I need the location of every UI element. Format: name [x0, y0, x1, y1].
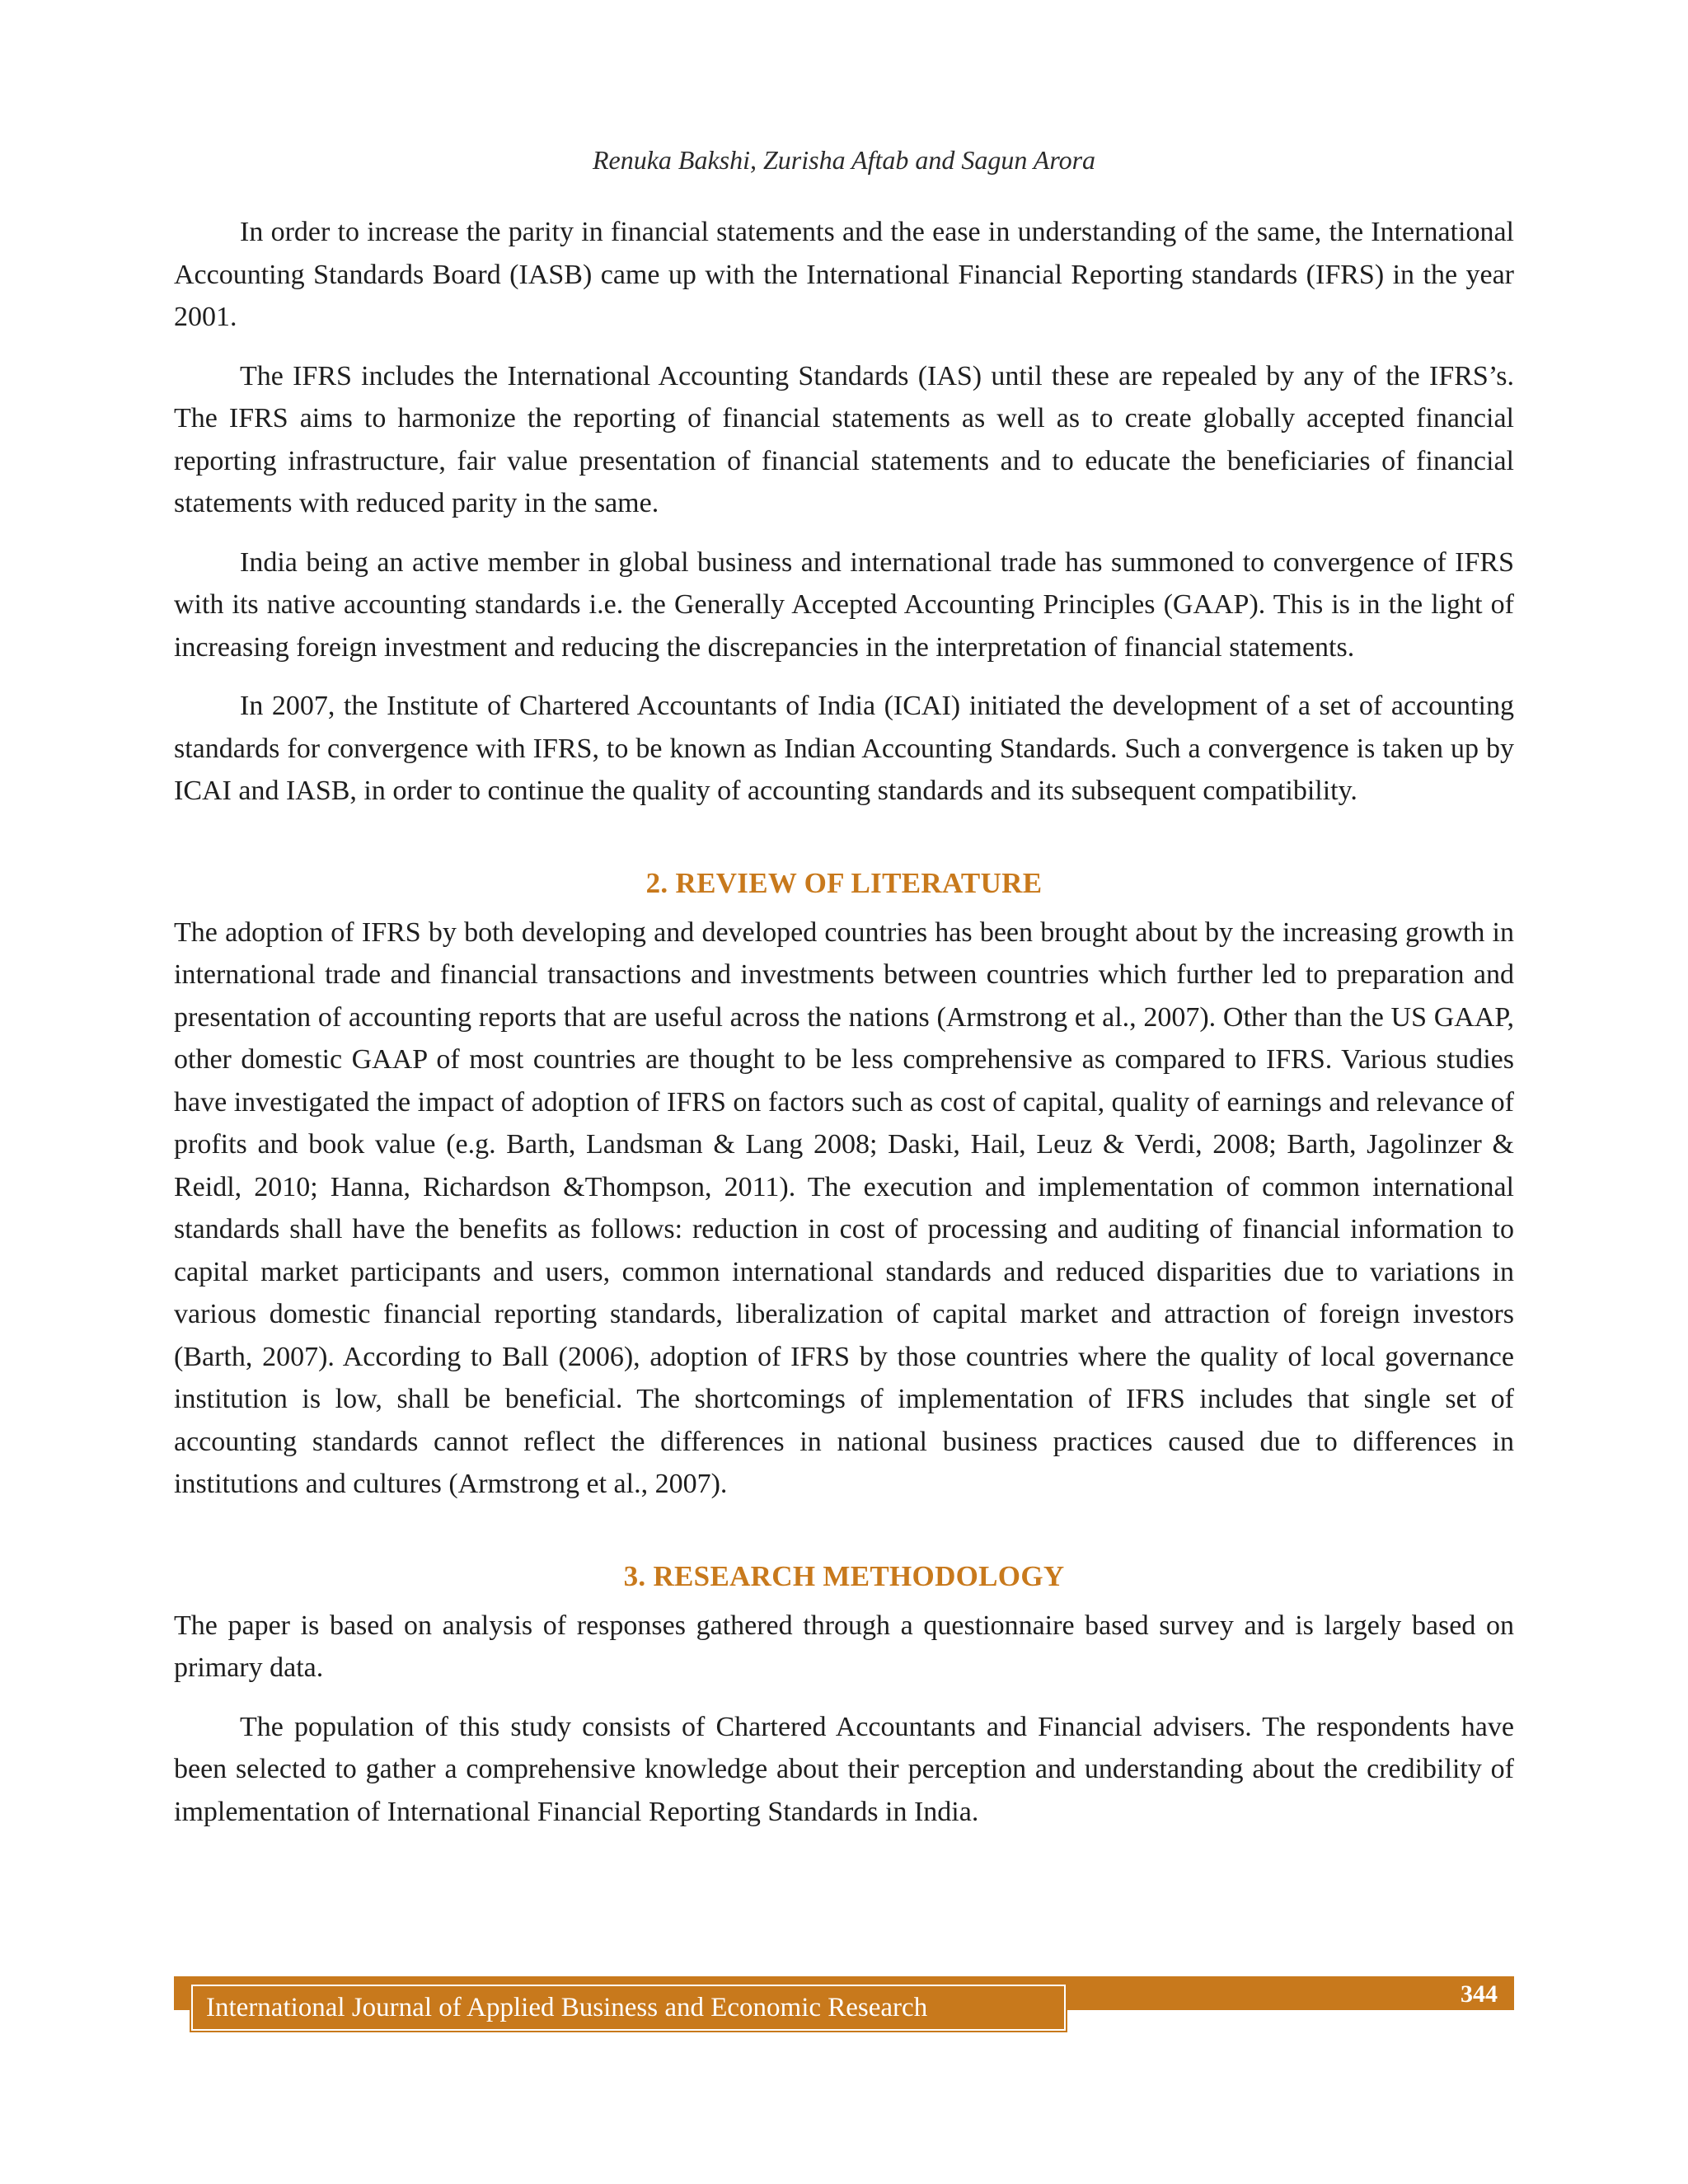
intro-paragraph-4: In 2007, the Institute of Chartered Accountants of India (ICAI) initiated the development of a set of accounting standards for convergence with IFRS, to be known as Indian Accounting Standards. Such a convergence is taken up by ICAI and IASB, in order to continue the quality of accounting standards and its subsequent compatibility. [174, 691, 1514, 806]
methodology-paragraph-2: The population of this study consists of Chartered Accountants and Financial advisers. The respondents have been selected to gather a comprehensive knowledge about their perception and understanding about the credibility of implementation of International Financial Reporting Standards in India. [174, 1711, 1514, 1827]
section-heading-review-of-literature: 2. REVIEW OF LITERATURE [645, 866, 1043, 899]
intro-paragraph-2: The IFRS includes the International Accounting Standards (IAS) until these are repealed by any of the IFRS’s. The IFRS aims to harmonize the reporting of financial statements as well as to create globally accepted financial reporting infrastructure, fair value presentation of financial statements and to educate the beneficiaries of financial statements with reduced parity in the same. [174, 360, 1514, 518]
running-header-authors: Renuka Bakshi, Zurisha Aftab and Sagun Arora [592, 145, 1096, 175]
review-paragraph-1: The adoption of IFRS by both developing and developed countries has been brought about by the increasing growth in international trade and financial transactions and investments between countries which further led to preparation and presentation of accounting reports that are useful across the nations (Armstrong et al., 2007). Other than the US GAAP, other domestic GAAP of most countries are thought to be less comprehensive as compared to IFRS. Various studies have investigated the impact of adoption of IFRS on factors such as cost of capital, quality of earnings and relevance of profits and book value (e.g. Barth, Landsman & Lang 2008; Daski, Hail, Leuz & Verdi, 2008; Barth, Jagolinzer & Reidl, 2010; Hanna, Richardson &Thompson, 2011). The execution and implementation of common international standards shall have the benefits as follows: reduction in cost of processing and auditing of financial information to capital market participants and users, common international standards and reduced disparities due to variations in various domestic financial reporting standards, liberalization of capital market and attraction of foreign investors (Barth, 2007). According to Ball (2006), adoption of IFRS by those countries where the quality of local governance institution is low, shall be beneficial. The shortcomings of implementation of IFRS includes that single set of accounting standards cannot reflect the differences in national business practices caused due to differences in institutions and cultures (Armstrong et al., 2007). [174, 916, 1514, 1499]
methodology-paragraph-1: The paper is based on analysis of responses gathered through a questionnaire based survey and is largely based on primary data. [174, 1610, 1514, 1683]
intro-paragraph-1: In order to increase the parity in financial statements and the ease in understanding of the same, the International Accounting Standards Board (IASB) came up with the International Financial Reporting standards (IFRS) in the year 2001. [174, 217, 1514, 332]
paper-page [174, 0, 1514, 2184]
page-number: 344 [1461, 1980, 1498, 2008]
footer-journal-name: International Journal of Applied Business and Economic Research [191, 1985, 1066, 2031]
body-text [174, 211, 1514, 1849]
section-heading-research-methodology: 3. RESEARCH METHODOLOGY [623, 1559, 1065, 1592]
intro-paragraph-3: India being an active member in global business and international trade has summoned to convergence of IFRS with its native accounting standards i.e. the Generally Accepted Accounting Principles (GAAP). This is in the light of increasing foreign investment and reducing the discrepancies in the interpretation of financial statements. [174, 546, 1514, 663]
